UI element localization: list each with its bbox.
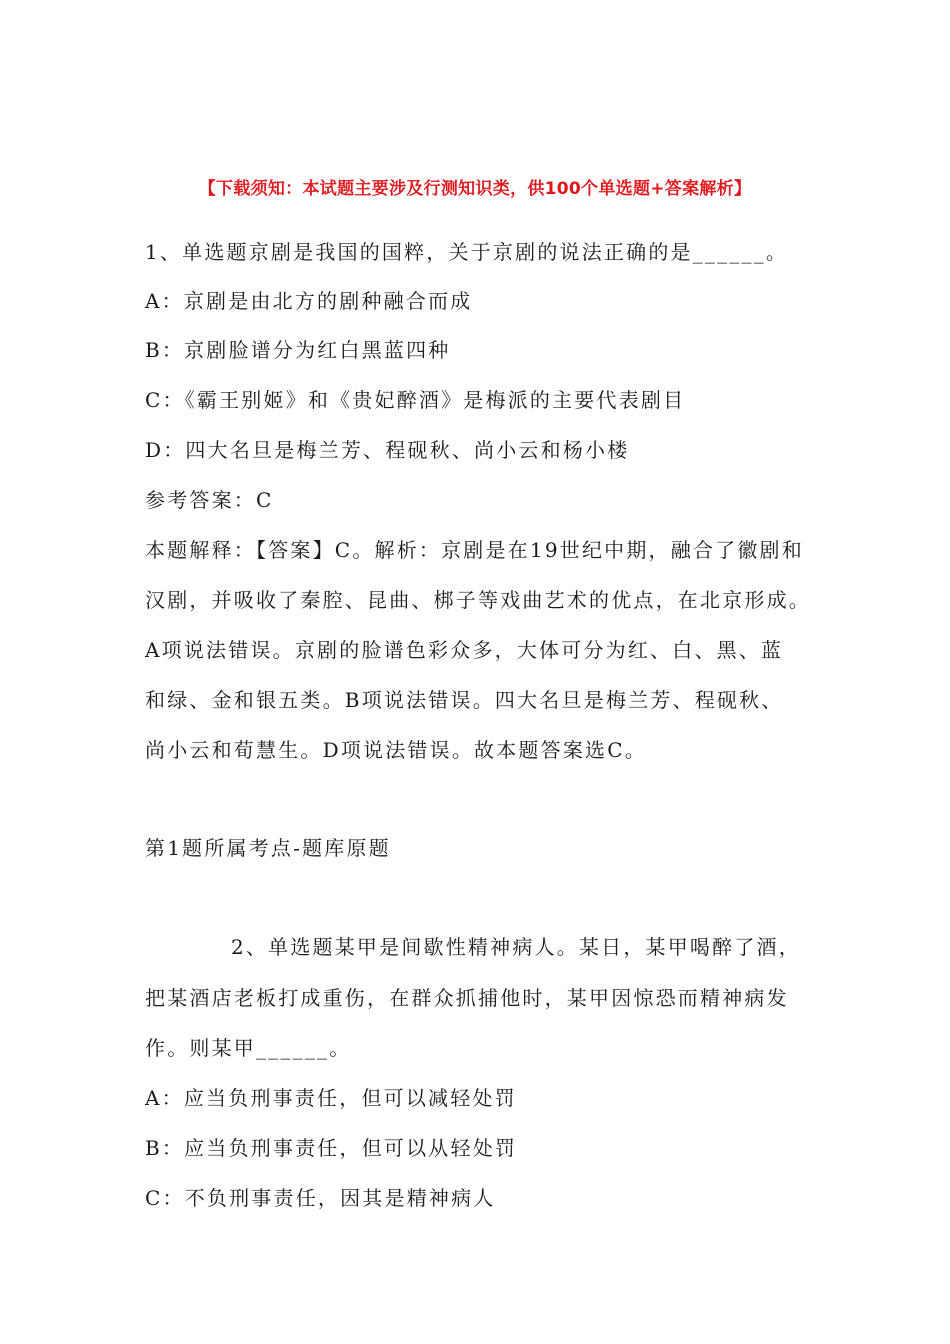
download-notice: 【下载须知：本试题主要涉及行测知识类，供100个单选题+答案解析】 xyxy=(198,179,752,199)
question-2-option-b: B：应当负刑事责任，但可以从轻处罚 xyxy=(145,1136,518,1160)
question-2-stem-line: 2、单选题某甲是间歇性精神病人。某日，某甲喝醉了酒， xyxy=(231,935,801,959)
question-1-explanation-line: 本题解释：【答案】C。解析：京剧是在19世纪中期，融合了徽剧和 xyxy=(145,538,804,562)
question-1-option-d: D：四大名旦是梅兰芳、程砚秋、尚小云和杨小楼 xyxy=(145,438,630,462)
question-2-option-a: A：应当负刑事责任，但可以减轻处罚 xyxy=(145,1086,517,1110)
question-2-stem-line: 作。则某甲______。 xyxy=(145,1036,352,1060)
question-1-explanation-line: 和绿、金和银五类。B项说法错误。四大名旦是梅兰芳、程砚秋、 xyxy=(145,688,784,712)
question-1-explanation-line: 汉剧，并吸收了秦腔、昆曲、梆子等戏曲艺术的优点，在北京形成。 xyxy=(145,588,811,612)
question-1-option-c: C：《霸王别姬》和《贵妃醉酒》是梅派的主要代表剧目 xyxy=(145,388,686,412)
question-1-option-b: B：京剧脸谱分为红白黑蓝四种 xyxy=(145,338,451,362)
question-1-answer: 参考答案：C xyxy=(145,488,274,512)
question-1-explanation-line: 尚小云和荀慧生。D项说法错误。故本题答案选C。 xyxy=(145,738,647,762)
question-2-stem-line: 把某酒店老板打成重伤，在群众抓捕他时，某甲因惊恐而精神病发 xyxy=(145,986,789,1010)
question-1-explanation-line: A项说法错误。京剧的脸谱色彩众多，大体可分为红、白、黑、蓝 xyxy=(145,638,784,662)
question-1-stem: 1、单选题京剧是我国的国粹，关于京剧的说法正确的是______。 xyxy=(145,240,789,264)
question-1-option-a: A：京剧是由北方的剧种融合而成 xyxy=(145,289,473,313)
question-1-topic: 第1题所属考点-题库原题 xyxy=(145,836,391,860)
question-2-option-c: C：不负刑事责任，因其是精神病人 xyxy=(145,1186,496,1210)
